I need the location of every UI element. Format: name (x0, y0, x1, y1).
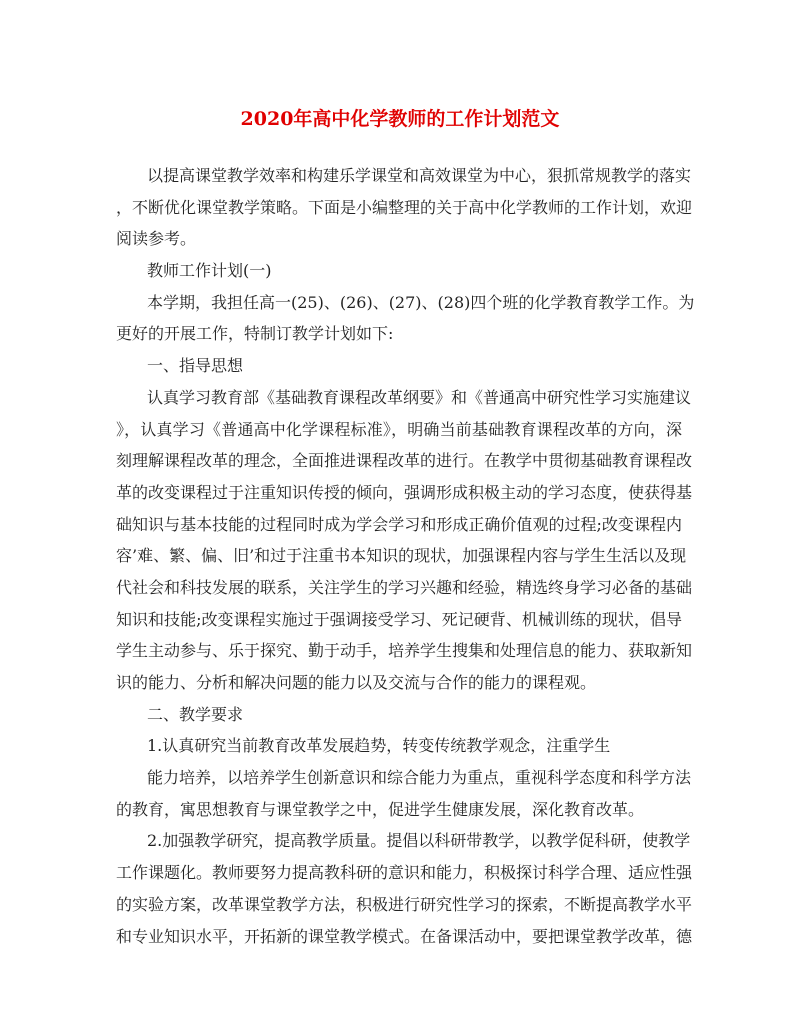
paragraph-line: 刻理解课程改革的理念，全面推进课程改革的进行。在教学中贯彻基础教育课程改 (116, 451, 693, 471)
paragraph-line: 》，认真学习《普通高中化学课程标准》，明确当前基础教育课程改革的方向，深 (116, 419, 682, 439)
paragraph-line: 2.加强教学研究，提高教学质量。提倡以科研带教学，以教学促科研，使教学 (147, 831, 691, 851)
paragraph-line: 学生主动参与、乐于探究、勤于动手，培养学生搜集和处理信息的能力、获取新知 (116, 641, 693, 661)
paragraph-line: 更好的开展工作，特制订教学计划如下: (116, 324, 394, 344)
document-body (116, 160, 695, 952)
paragraph-line: 本学期，我担任高一(25)、(26)、(27)、(28)四个班的化学教育教学工作。为 (147, 292, 695, 312)
paragraph-line: 的教育，寓思想教育与课堂教学之中，促进学生健康发展，深化教育改革。 (116, 799, 645, 819)
paragraph-line: 础知识与基本技能的过程同时成为学会学习和形成正确价值观的过程;改变课程内 (116, 514, 682, 534)
paragraph-line: 阅读参考。 (116, 229, 197, 249)
section-heading: 教师工作计划(一) (147, 261, 272, 281)
section-heading: 二、教学要求 (147, 704, 244, 724)
paragraph-line: 知识和技能;改变课程实施过于强调接受学习、死记硬背、机械训练的现状，倡导 (116, 609, 682, 629)
paragraph-line: 能力培养，以培养学生创新意识和综合能力为重点，重视科学态度和科学方法 (147, 768, 692, 788)
section-heading: 一、指导思想 (147, 356, 244, 376)
paragraph-line: 代社会和科技发展的联系，关注学生的学习兴趣和经验，精选终身学习必备的基础 (116, 577, 693, 597)
paragraph-line: 容’难、繁、偏、旧’和过于注重书本知识的现状，加强课程内容与学生生活以及现 (116, 546, 687, 566)
paragraph-line: 的实验方案，改革课堂教学方法，积极进行研究性学习的探索，不断提高教学水平 (116, 894, 693, 914)
paragraph-line: ，不断优化课堂教学策略。下面是小编整理的关于高中化学教师的工作计划，欢迎 (116, 197, 693, 217)
paragraph-line: 以提高课堂教学效率和构建乐学课堂和高效课堂为中心，狠抓常规教学的落实 (147, 166, 692, 185)
document-title: 2020年高中化学教师的工作计划范文 (240, 108, 560, 130)
paragraph-line: 和专业知识水平，开拓新的课堂教学模式。在备课活动中，要把课堂教学改革，德 (116, 926, 693, 946)
paragraph-line: 认真学习教育部《基础教育课程改革纲要》和《普通高中研究性学习实施建议 (147, 387, 692, 407)
paragraph-line: 工作课题化。教师要努力提高教科研的意识和能力，积极探讨科学合理、适应性强 (116, 863, 693, 883)
paragraph-line: 识的能力、分析和解决问题的能力以及交流与合作的能力的课程观。 (116, 673, 597, 692)
paragraph-line: 1.认真研究当前教育改革发展趋势，转变传统教学观念，注重学生 (147, 736, 611, 756)
paragraph-line: 革的改变课程过于注重知识传授的倾向，强调形成积极主动的学习态度，使获得基 (116, 482, 693, 502)
